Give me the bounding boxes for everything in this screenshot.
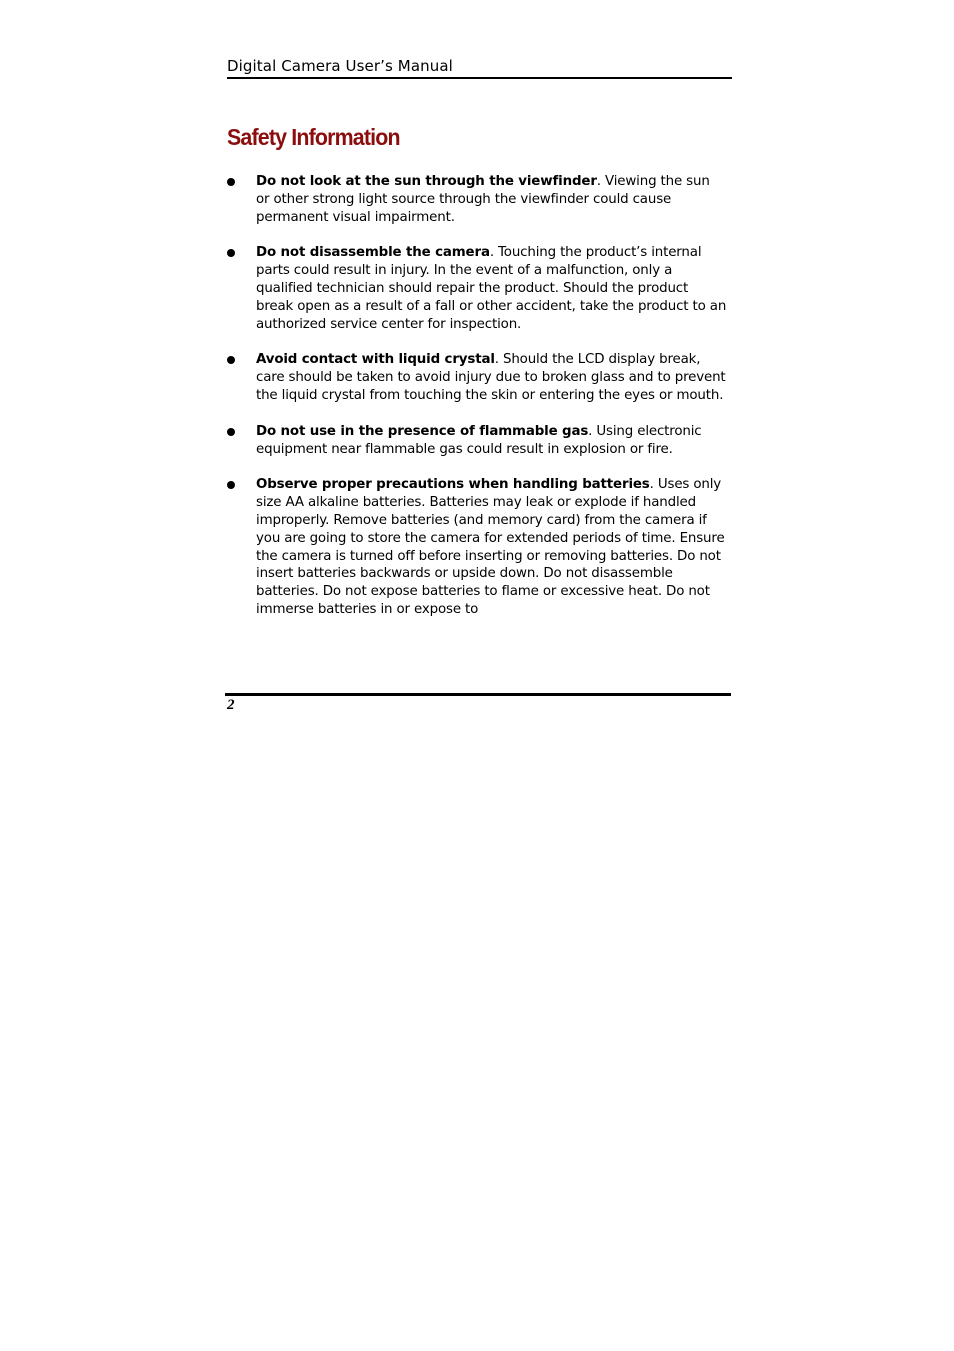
section-title: Safety Information [227,124,400,150]
bullet-icon [227,249,235,257]
header-divider [227,77,732,79]
bullet-icon [227,428,235,436]
running-header: Digital Camera User’s Manual [227,57,453,75]
list-item [227,351,727,404]
item-heading: Do not look at the sun through the viewfinder [256,174,597,189]
list-item [227,423,727,459]
item-text: . Touching the product’s internal parts could result in injury. In the event of a malfunction, only a qualified technician should repair the product. Should the product break open as a result of a fall or other accident, take the product to an authorized service center for inspection. [256,245,727,332]
bullet-icon [227,356,235,364]
item-text: . Viewing the sun or other strong light source through the viewfinder could cause permanent visual impairment. [256,174,710,225]
footer-divider [225,693,731,696]
item-text: . Uses only size AA alkaline batteries. Batteries may leak or explode if handled improperly. Remove batteries (and memory card) from the camera if you are going to store the camera for extended periods of time. Ensure the camera is turned off before inserting or removing batteries. Do not insert batteries backwards or upside down. Do not disassemble batteries. Do not expose batteries to flame or excessive heat. Do not immerse batteries in or expose to [256,477,725,617]
item-text: . Should the LCD display break, care should be taken to avoid injury due to broken glass and to prevent the liquid crystal from touching the skin or entering the eyes or mouth. [256,352,726,403]
bullet-icon [227,481,235,489]
page-number: 2 [227,697,235,713]
item-heading: Avoid contact with liquid crystal [256,352,495,368]
bullet-icon [227,178,235,186]
item-heading: Do not use in the presence of flammable gas [256,423,589,439]
list-item [227,244,727,333]
list-item [227,476,727,618]
item-heading: Do not disassemble the camera [256,245,490,261]
item-text: . Using electronic equipment near flammable gas could result in explosion or fire. [256,423,702,457]
list-item [227,173,727,226]
item-heading: Observe proper precautions when handling batteries [256,477,650,493]
safety-list [227,173,727,637]
